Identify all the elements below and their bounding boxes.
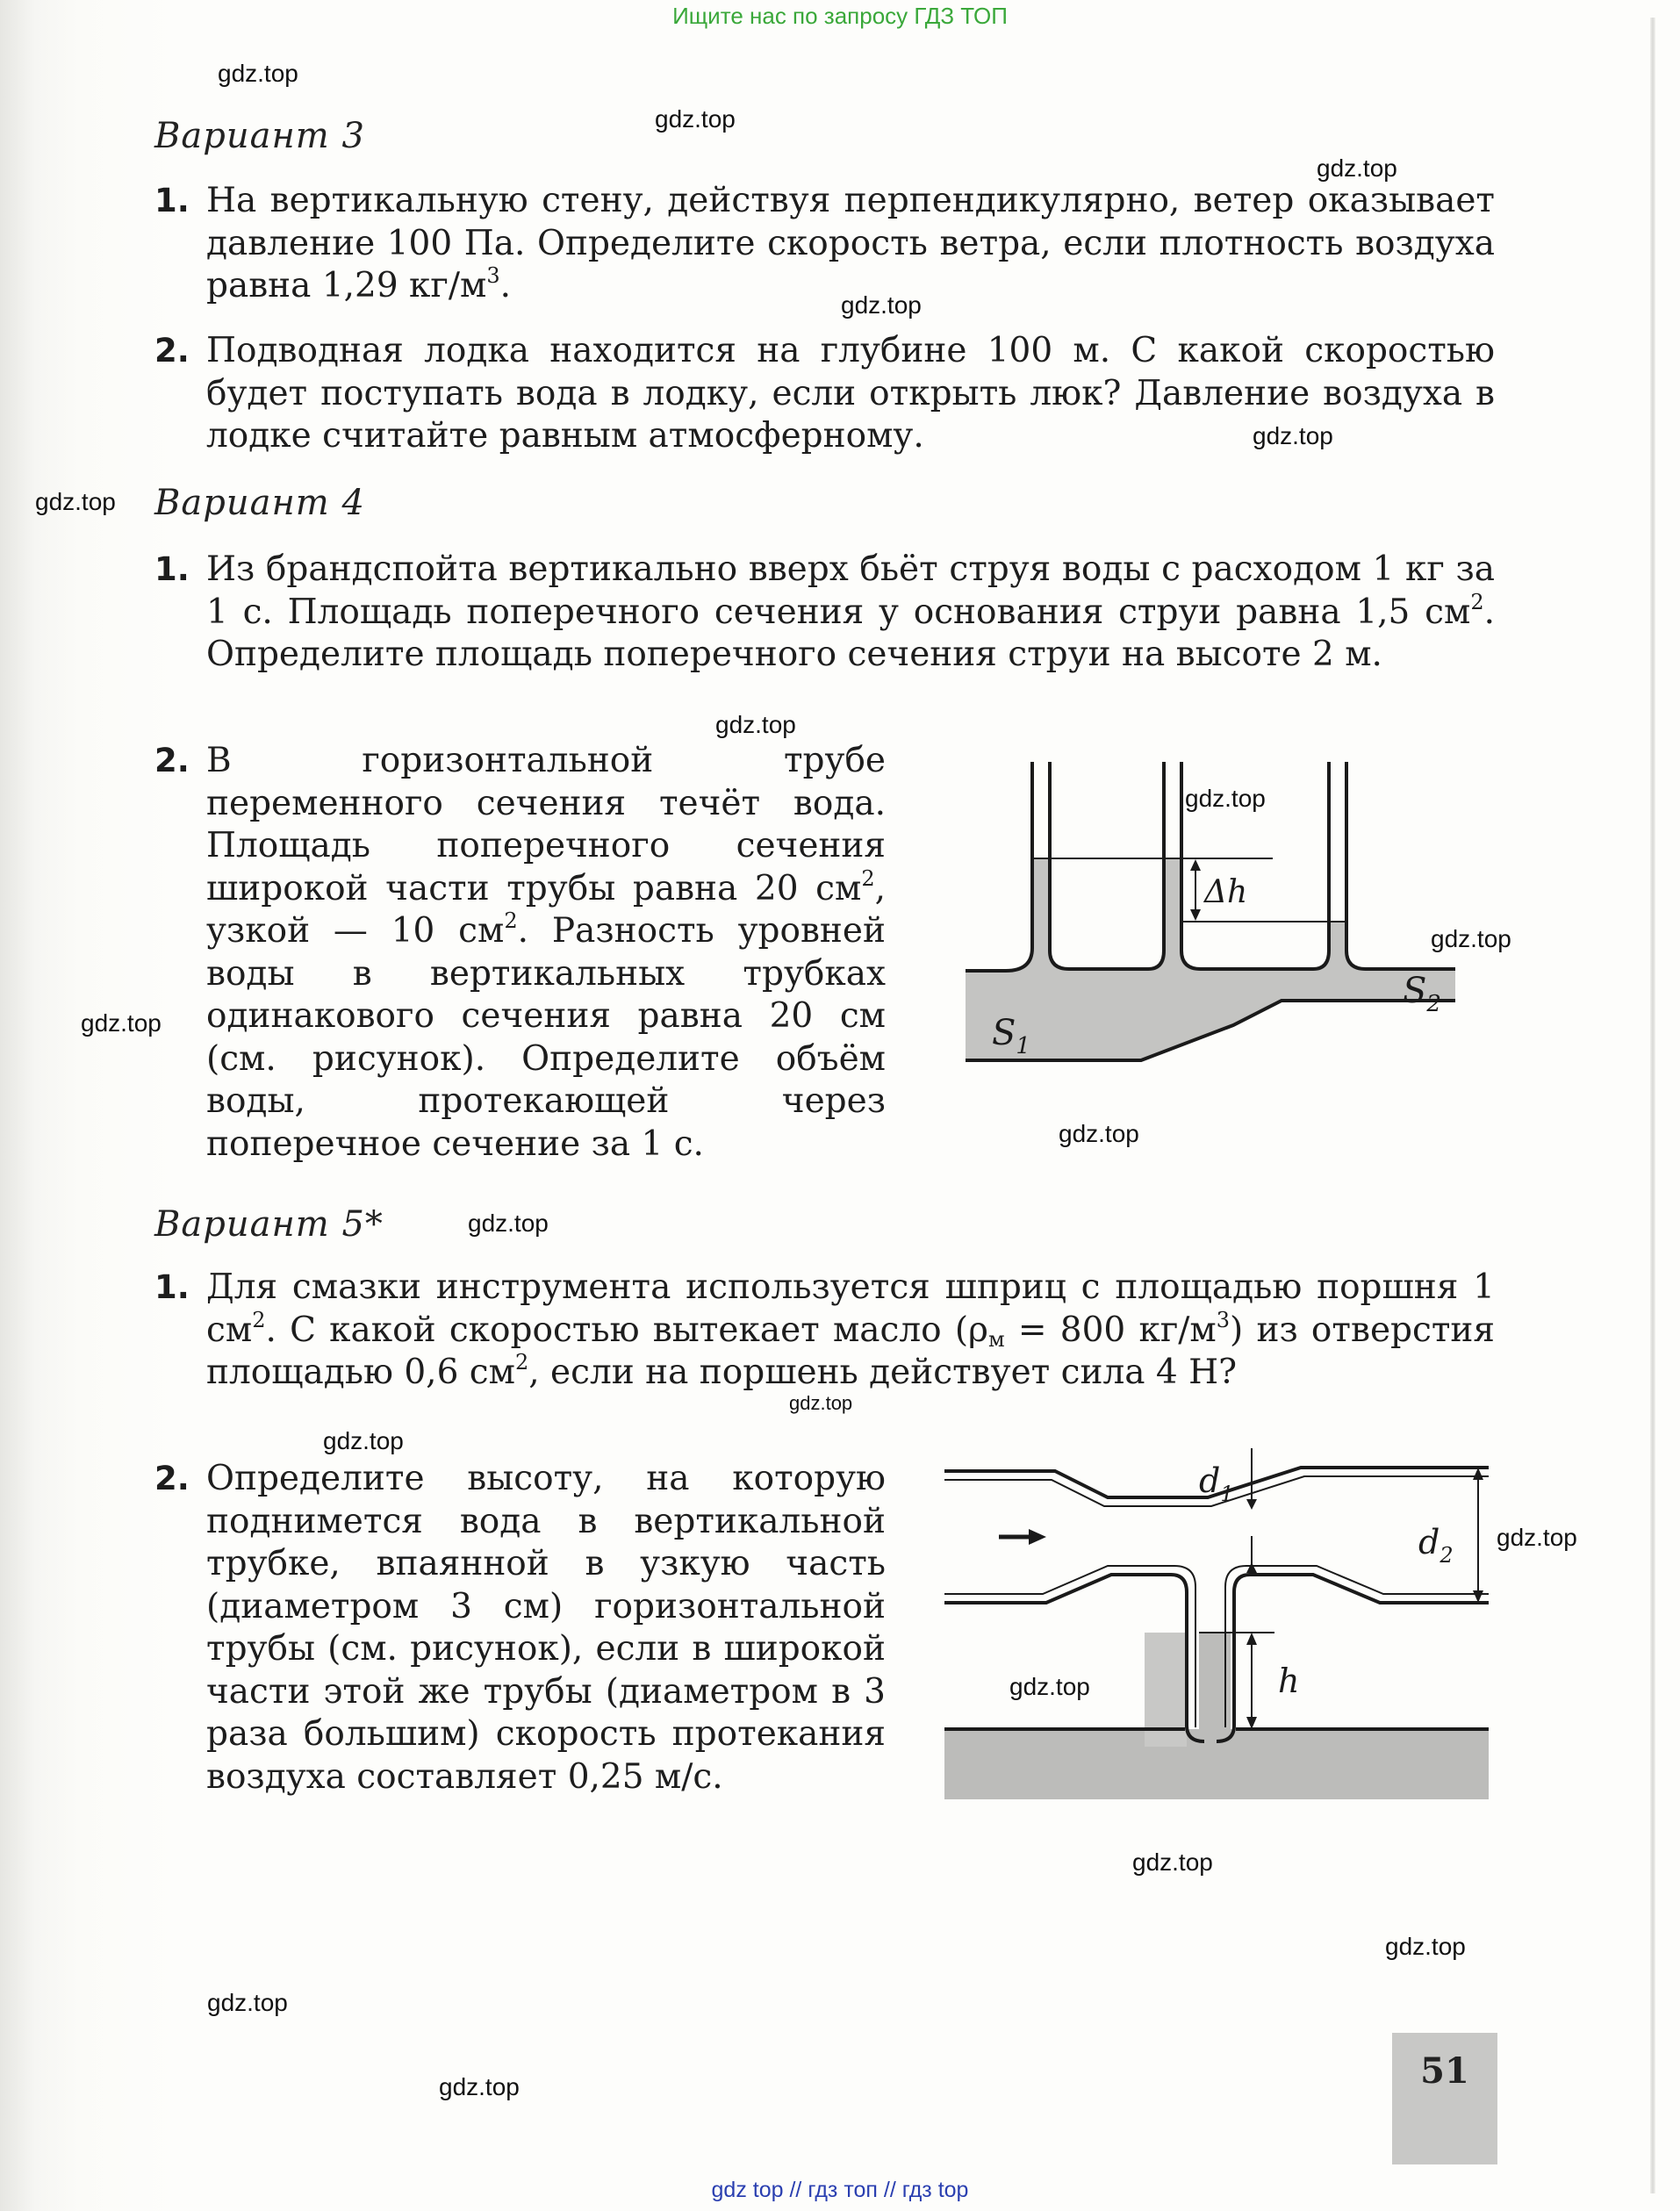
problem-number: 1. xyxy=(154,182,190,219)
watermark: gdz.top xyxy=(789,1392,853,1414)
dh-arrowhead-top xyxy=(1190,859,1201,871)
problem-text: На вертикальную стену, действуя перпендикулярно, ветер оказывает давление 100 Па. Определите скорость ветра, если плотность воздуха равна 1,29 $кг/м^3$. xyxy=(206,181,1495,305)
watermark: gdz.top xyxy=(715,711,796,738)
d1-arrowhead-bottom xyxy=(1246,1562,1257,1573)
problem-text: Для смазки инструмента используется шприц с площадью поршня 1 $см^2$. С какой скоростью вытекает масло ($\rho_м = 800$ $кг/м^3$) из отверстия площадью 0,6 $см^2$, если на поршень действует сила 4 Н? xyxy=(206,1267,1496,1392)
pipe-bottom-right-inner xyxy=(1225,1566,1489,1727)
watermark: gdz.top xyxy=(841,291,922,319)
left-tube-outer xyxy=(966,762,1032,971)
flow-arrowhead xyxy=(1029,1529,1046,1545)
watermark: gdz.top xyxy=(1317,154,1397,182)
watermark: gdz.top xyxy=(1253,422,1333,449)
problem-text: Из брандспойта вертикально вверх бьёт струя воды с расходом 1 кг за 1 с. Площадь поперечного сечения у основания струи равна 1,5 $см^2$. Определите площадь поперечного сечения струи на высоте 2 м. xyxy=(206,549,1495,674)
d2-label: $d_2$ xyxy=(1418,1523,1454,1568)
watermark: gdz.top xyxy=(1497,1524,1577,1551)
watermark: gdz.top xyxy=(323,1427,404,1454)
watermark: gdz.top xyxy=(1009,1673,1090,1700)
h-label: h xyxy=(1278,1662,1300,1700)
problem-text: Подводная лодка находится на глубине 100 м. С какой скоростью будет поступать вода в лодку, если открыть люк? Давление воздуха в лодке считайте равным атмосферному. xyxy=(206,331,1495,456)
watermark: gdz.top xyxy=(439,2073,520,2100)
problem-number: 2. xyxy=(154,742,190,779)
left-tube-inner xyxy=(1050,762,1164,969)
problem-number: 2. xyxy=(154,1460,190,1497)
watermark: gdz.top xyxy=(1185,785,1266,812)
watermark: gdz.top xyxy=(468,1210,549,1237)
h-arrowhead-top xyxy=(1246,1633,1257,1645)
problem-number: 1. xyxy=(154,1268,190,1306)
watermark: gdz.top xyxy=(81,1009,162,1037)
problem-number: 2. xyxy=(154,332,190,370)
d2-arrowhead-top xyxy=(1473,1468,1483,1480)
watermark: gdz.top xyxy=(207,1989,288,2016)
watermark: gdz.top xyxy=(35,488,116,515)
watermark: gdz.top xyxy=(655,105,736,133)
problem-text: В горизонтальной трубе переменного сечения течёт вода. Площадь поперечного сечения широкой части трубы равна 20 $см^2$, узкой — 10 $см^2$. Разность уровней воды в вертикальных трубках одинакового сечения равна 20 см (см. рисунок). Определите объём воды, протекающей через поперечное сечение за 1 с. xyxy=(206,741,886,1164)
watermark: gdz.top xyxy=(1385,1933,1466,1960)
variant-3-problem-1 xyxy=(154,180,1495,308)
watermark: gdz.top xyxy=(1431,925,1511,952)
variant-5-problem-1 xyxy=(154,1267,1496,1395)
variant-4-problem-2 xyxy=(154,740,886,1166)
variant-5-problem-2 xyxy=(154,1458,886,1798)
watermark: gdz.top xyxy=(218,60,298,87)
problem-text: Определите высоту, на которую поднимется вода в вертикальной трубке, впаянной в узкую часть (диаметром 3 см) горизонтальной трубы (см. рисунок), если в широкой части этой же трубы (диаметром в 3 раза большим) скорость протекания воздуха составляет 0,25 м/с. xyxy=(206,1459,886,1797)
d2-arrowhead-bottom xyxy=(1473,1590,1483,1603)
top-banner[interactable]: Ищите нас по запросу ГДЗ ТОП xyxy=(672,3,1008,29)
d1-arrowhead-top xyxy=(1246,1499,1257,1510)
s2-label: $S_2$ xyxy=(1403,971,1441,1017)
page-number: 51 xyxy=(1420,2050,1469,2092)
s1-label: $S_1$ xyxy=(992,1013,1030,1059)
watermark: gdz.top xyxy=(1059,1120,1139,1147)
variant-4-heading: Вариант 4 xyxy=(154,483,365,523)
water-left-column xyxy=(1032,858,1050,973)
variant-4-problem-1 xyxy=(154,549,1495,677)
h-arrowhead-bottom xyxy=(1246,1717,1257,1729)
dh-label: Δh xyxy=(1204,874,1248,910)
bottom-banner[interactable]: gdz top // гдз топ // гдз top xyxy=(711,2178,969,2202)
figure-venturi-tubes xyxy=(966,762,1457,1131)
pipe-bottom-right xyxy=(1217,1575,1489,1741)
variant-3-heading: Вариант 3 xyxy=(154,116,365,156)
water-right-column xyxy=(1329,922,1346,971)
figure-horizontal-tube xyxy=(944,1448,1489,1799)
variant-5-heading: Вариант 5* xyxy=(154,1204,384,1245)
watermark: gdz.top xyxy=(1132,1848,1213,1876)
dh-arrowhead-bottom xyxy=(1190,909,1201,921)
problem-number: 1. xyxy=(154,550,190,588)
d1-label: $d_1$ xyxy=(1199,1461,1234,1506)
